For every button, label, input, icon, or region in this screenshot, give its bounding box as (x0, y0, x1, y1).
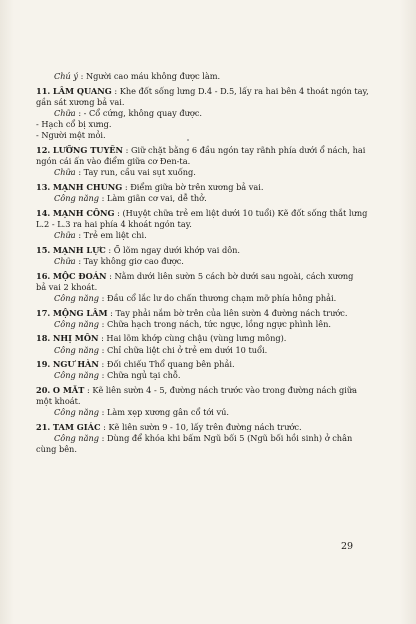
entry (36, 86, 388, 142)
entry (36, 208, 388, 242)
entry-use (36, 293, 388, 304)
entry-title: MỘC ĐOÁN (52, 270, 107, 281)
use-label: Chữa (54, 230, 76, 241)
entry-line (36, 282, 388, 293)
entry-line (36, 97, 388, 108)
entry-title: NHỊ MÔN (52, 333, 99, 344)
entry-title: MỘNG LÂM (52, 307, 108, 318)
entry-text: : (Huyệt chữa trẻ em liệt dưới 10 tuổi) Kẽ đốt sống thắt lưng (117, 207, 368, 218)
entry-text: : Điểm giữa bờ trên xương bả vai. (124, 182, 264, 192)
use-text: : - Cổ cứng, không quay được. (78, 108, 203, 118)
entry-list (36, 86, 388, 456)
entry (36, 182, 388, 204)
entry-text: : Kẽ liên sườn 4 - 5, đường nách trước vào trong đường nách giữa (86, 384, 357, 395)
entry-heading (36, 245, 388, 256)
entry-heading (36, 182, 388, 193)
use-text: : Tay run, cầu vai sụt xuống. (78, 167, 196, 178)
entry-text: : Kẽ liên sườn 9 - 10, lấy trên đường nách trước. (103, 421, 302, 432)
entry-number: 18. (36, 333, 51, 344)
entry-number: 12. (36, 145, 51, 155)
entry-title: TAM GIÁC (52, 421, 101, 432)
entry-heading (36, 308, 388, 319)
entry (36, 145, 388, 179)
use-text: : Làm giãn cơ vai, dễ thở. (101, 193, 207, 204)
use-label: Công năng (54, 370, 99, 381)
entry-title: MẠNH CHUNG (52, 182, 123, 192)
entry-text: : Nằm dưới liên sườn 5 cách bờ dưới sau ngoài, cách xương (109, 270, 354, 281)
use-text: : Chỉ chữa liệt chi ở trẻ em dưới 10 tuổi. (101, 344, 268, 355)
use-label: Công năng (54, 407, 99, 418)
entry-text: ngón cái ấn vào điểm giữa cơ Đen-ta. (36, 156, 191, 167)
use-label: Công năng (54, 193, 99, 204)
entry-heading (36, 208, 388, 219)
entry-title: LƯỠNG TUYỀN (52, 145, 124, 155)
entry-use (36, 108, 388, 119)
use-text: - Hạch cổ bị xưng. (36, 119, 112, 130)
entry-title: MẠNH CÔNG (52, 207, 115, 218)
entry-number: 20. (36, 384, 51, 395)
entry-line (36, 219, 388, 230)
use-label: Công năng (54, 318, 99, 329)
entry (36, 333, 388, 355)
entry-heading (36, 271, 388, 282)
entry-use (36, 167, 388, 178)
entry-text: : Khe đốt sống lưng D.4 - D.5, lấy ra hai bên 4 thoát ngón tay, (114, 85, 369, 96)
entry-text: : Tay phải nắm bờ trên của liên sườn 4 đường nách trước. (110, 307, 348, 318)
entry (36, 385, 388, 419)
entry-number: 13. (36, 182, 51, 192)
entry (36, 308, 388, 330)
entry-number: 16. (36, 270, 51, 281)
use-text: : Trẻ em liệt chi. (78, 230, 147, 241)
entry-use (36, 319, 388, 330)
entry-title: MẠNH LỰC (52, 244, 106, 255)
entry-heading (36, 145, 388, 156)
entry (36, 359, 388, 381)
entry-title: LÂM QUANG (52, 85, 112, 96)
page-content (36, 71, 388, 456)
entry-text: : Hai lõm khớp cùng chậu (vùng lưng mông). (101, 333, 287, 344)
entry-use (36, 230, 388, 241)
entry-number: 17. (36, 307, 51, 318)
entry-number: 19. (36, 359, 51, 370)
entry-heading (36, 385, 388, 396)
use-text: - Người mệt mỏi. (36, 130, 106, 141)
entry-heading (36, 86, 388, 97)
use-continuation: cùng bên. (36, 444, 77, 455)
use-text: : Chữa ngủ tại chỗ. (101, 370, 181, 381)
entry-use (36, 407, 388, 418)
entry-text: L.2 - L.3 ra hai phía 4 khoát ngón tay. (36, 219, 192, 229)
entry-title: NGƯ HÀN (52, 359, 99, 370)
entry-line (36, 396, 388, 407)
entry-text: một khoát. (36, 396, 81, 407)
entry-text: gần sát xương bả vai. (36, 96, 125, 107)
use-text: : Dùng để khóa khi bấm Ngũ bối 5 (Ngũ bối hồi sinh) ở chân (101, 433, 353, 444)
use-text: : Tay không giơ cao được. (78, 256, 184, 266)
entry-heading (36, 359, 388, 370)
intro-note (36, 71, 388, 82)
entry-number: 11. (36, 85, 51, 96)
entry-use (36, 130, 388, 141)
intro-label: Chú ý (54, 71, 79, 81)
entry-use (36, 119, 388, 130)
use-label: Công năng (54, 344, 99, 355)
entry-heading (36, 333, 388, 344)
entry-line (36, 156, 388, 167)
use-label: Công năng (54, 433, 99, 444)
entry-use (36, 345, 388, 356)
use-text: : Đầu cổ lắc lư do chấn thương chạm mỡ phía hông phải. (101, 293, 337, 303)
entry-use (36, 433, 388, 444)
entry-number: 14. (36, 207, 51, 218)
entry (36, 245, 388, 267)
use-text: : Làm xẹp xương gân cổ tới vú. (101, 407, 230, 418)
use-text: : Chữa hạch trong nách, tức ngực, lồng ngực phình lên. (101, 318, 332, 329)
entry (36, 422, 388, 456)
entry-text: : Giữ chặt bằng 6 đầu ngón tay rãnh phía dưới ổ nách, hai (125, 145, 366, 155)
entry (36, 271, 388, 305)
entry-number: 15. (36, 244, 51, 255)
entry-text: bả vai 2 khoát. (36, 281, 98, 292)
entry-heading (36, 422, 388, 433)
entry-use (36, 193, 388, 204)
entry-use (36, 370, 388, 381)
use-label: Chữa (54, 256, 76, 266)
entry-text: : Đối chiếu Thổ quang bên phải. (101, 359, 235, 370)
use-label: Chữa (54, 108, 76, 118)
use-label: Chữa (54, 167, 76, 178)
entry-use (36, 256, 388, 267)
entry-number: 21. (36, 421, 51, 432)
entry-text: : Ổ lõm ngay dưới khớp vai dôn. (108, 244, 241, 255)
entry-title: O MẮT (52, 384, 85, 395)
use-label: Công năng (54, 293, 99, 303)
intro-text: : Người cao máu không được làm. (80, 71, 221, 81)
page-number: 29 (341, 541, 354, 552)
